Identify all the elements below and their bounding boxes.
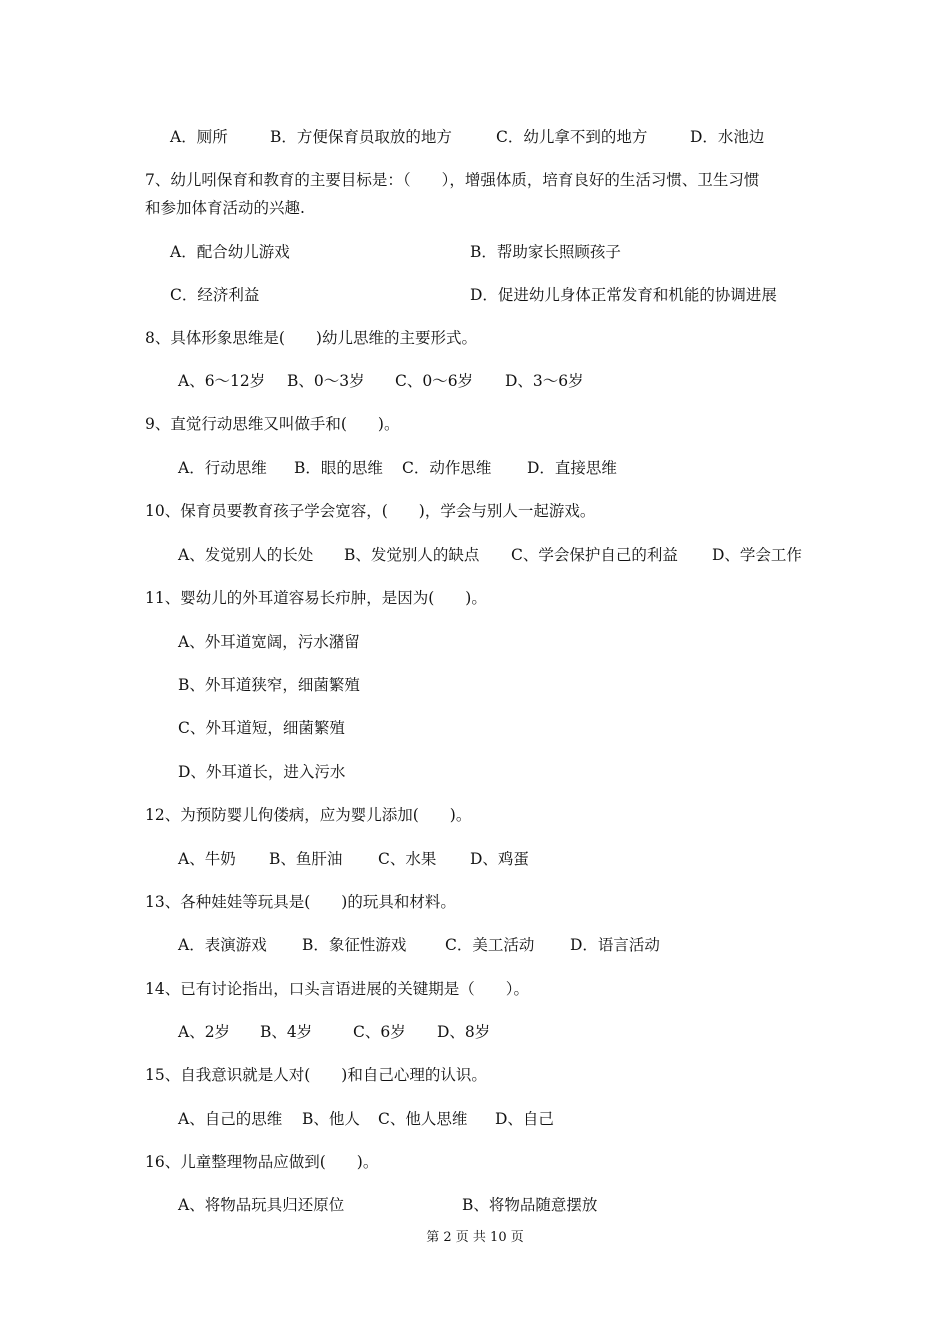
- q13-option-d: D．语言活动: [570, 936, 660, 954]
- q12-option-b: B、鱼肝油: [269, 850, 343, 868]
- q12-option-a: A、牛奶: [178, 850, 236, 868]
- q6-option-b: B．方便保育员取放的地方: [270, 128, 452, 146]
- q7-stem-line2: 和参加体育活动的兴趣.: [145, 199, 305, 217]
- q8-option-d: D、3～6岁: [505, 372, 584, 390]
- q10-option-b: B、发觉别人的缺点: [344, 546, 480, 564]
- q7-option-b: B．帮助家长照顾孩子: [470, 243, 621, 261]
- q6-option-d: D．水池边: [690, 128, 765, 146]
- q12-stem: 12、为预防婴儿佝偻病，应为婴儿添加( )。: [145, 806, 472, 824]
- q10-option-a: A、发觉别人的长处: [178, 546, 314, 564]
- q14-option-a: A、2岁: [178, 1023, 231, 1041]
- q14-stem: 14、已有讨论指出，口头言语进展的关键期是（ ）。: [145, 980, 529, 998]
- q10-option-c: C、学会保护自己的利益: [511, 546, 678, 564]
- q11-option-c: C、外耳道短，细菌繁殖: [178, 719, 345, 737]
- q6-option-a: A．厕所: [170, 128, 228, 146]
- q14-option-c: C、6岁: [353, 1023, 406, 1041]
- q9-option-a: A．行动思维: [178, 459, 267, 477]
- q7-stem-line1: 7、幼儿吲保育和教育的主要目标是：（ ），增强体质，培育良好的生活习惯、卫生习惯: [145, 171, 760, 189]
- q15-option-b: B、他人: [302, 1110, 360, 1128]
- q9-option-b: B．眼的思维: [294, 459, 383, 477]
- q9-stem: 9、直觉行动思维又叫做手和( )。: [145, 415, 400, 433]
- q10-option-d: D、学会工作: [712, 546, 802, 564]
- q14-option-d: D、8岁: [437, 1023, 491, 1041]
- q11-option-a: A、外耳道宽阔，污水潴留: [178, 633, 360, 651]
- q8-option-c: C、0～6岁: [395, 372, 474, 390]
- q11-option-d: D、外耳道长，进入污水: [178, 763, 346, 781]
- q13-stem: 13、各种娃娃等玩具是( )的玩具和材料。: [145, 893, 456, 911]
- q11-option-b: B、外耳道狭窄，细菌繁殖: [178, 676, 360, 694]
- q10-stem: 10、保育员要教育孩子学会宽容，( )，学会与别人一起游戏。: [145, 502, 596, 520]
- q15-option-a: A、自己的思维: [178, 1110, 283, 1128]
- q8-option-a: A、6～12岁: [178, 372, 266, 390]
- q9-option-c: C．动作思维: [402, 459, 492, 477]
- q7-option-d: D．促进幼儿身体正常发育和机能的协调进展: [470, 286, 777, 304]
- q13-option-c: C．美工活动: [445, 936, 535, 954]
- q13-option-b: B．象征性游戏: [302, 936, 407, 954]
- q6-option-c: C．幼儿拿不到的地方: [496, 128, 648, 146]
- q11-stem: 11、婴幼儿的外耳道容易长疖肿，是因为( )。: [145, 589, 487, 607]
- q12-option-d: D、鸡蛋: [470, 850, 529, 868]
- q7-option-c: C．经济利益: [170, 286, 260, 304]
- q16-option-b: B、将物品随意摆放: [462, 1196, 598, 1214]
- q15-option-d: D、自己: [495, 1110, 554, 1128]
- q8-option-b: B、0～3岁: [287, 372, 365, 390]
- q16-stem: 16、儿童整理物品应做到( )。: [145, 1153, 379, 1171]
- q7-option-a: A．配合幼儿游戏: [170, 243, 290, 261]
- q9-option-d: D．直接思维: [527, 459, 617, 477]
- q12-option-c: C、水果: [378, 850, 437, 868]
- q15-stem: 15、自我意识就是人对( )和自己心理的认识。: [145, 1066, 487, 1084]
- q8-stem: 8、具体形象思维是( )幼儿思维的主要形式。: [145, 329, 477, 347]
- q16-option-a: A、将物品玩具归还原位: [178, 1196, 345, 1214]
- q15-option-c: C、他人思维: [378, 1110, 468, 1128]
- q13-option-a: A．表演游戏: [178, 936, 267, 954]
- page-number-footer: 第 2 页 共 10 页: [426, 1230, 524, 1245]
- q14-option-b: B、4岁: [260, 1023, 313, 1041]
